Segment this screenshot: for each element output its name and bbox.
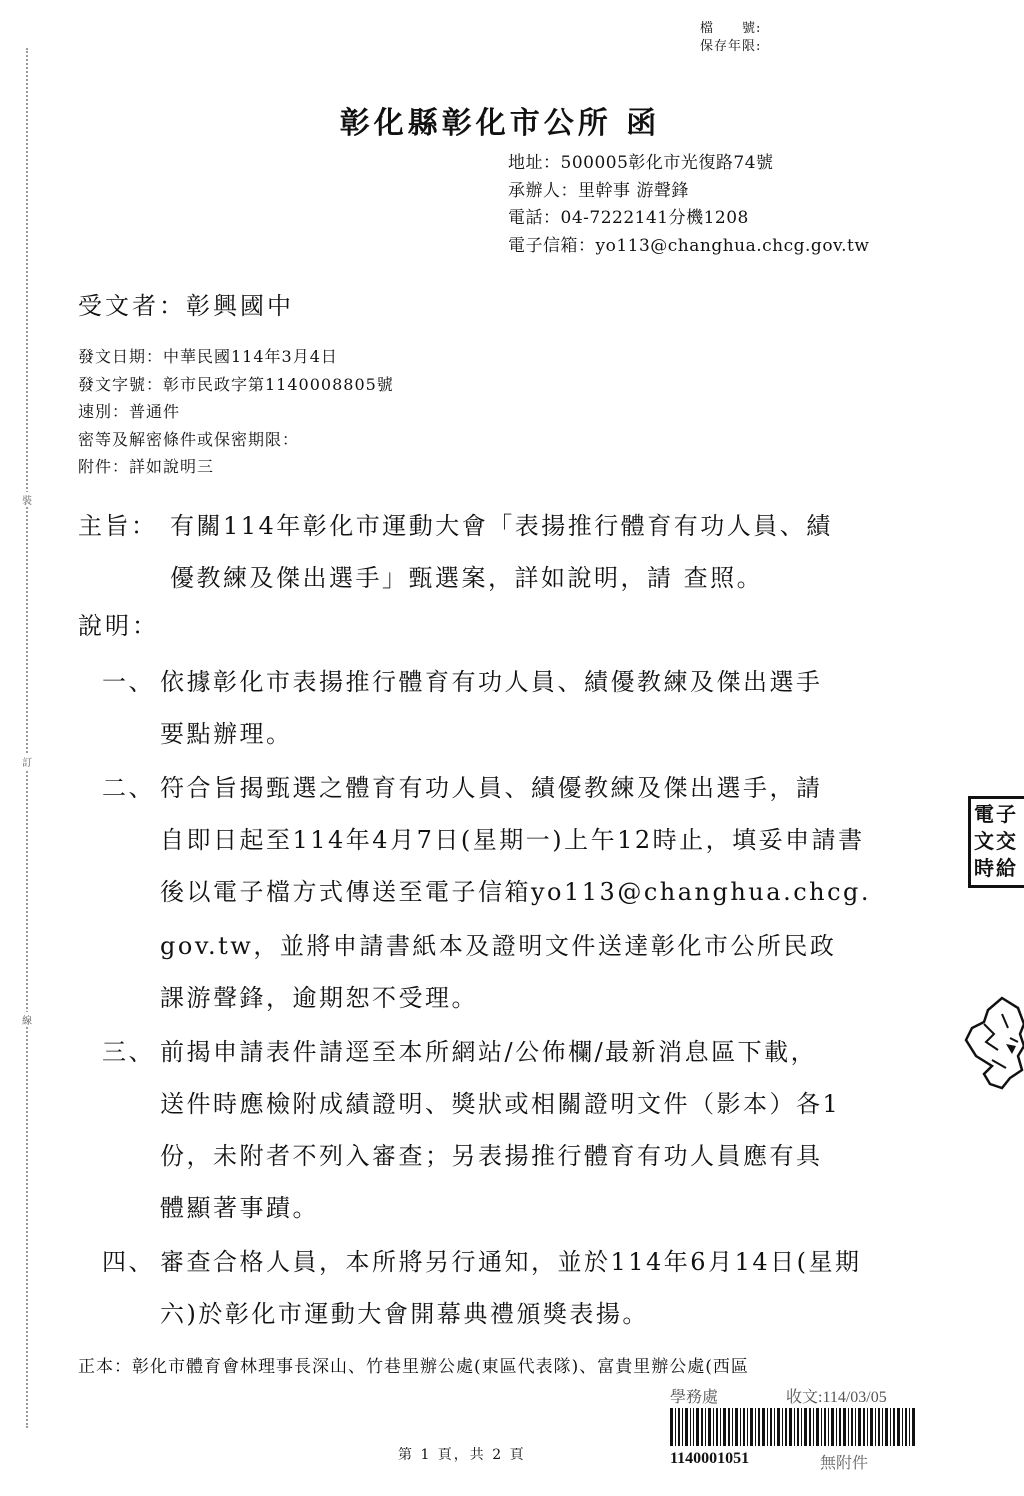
stamp-char: 文 bbox=[974, 829, 994, 853]
page-number: 第 1 頁，共 2 頁 bbox=[398, 1447, 526, 1463]
stamp-char: 給 bbox=[996, 856, 1016, 880]
receipt-doc-number: 1140001051 bbox=[670, 1450, 750, 1467]
item-line: 體顯著事蹟。 bbox=[160, 1194, 319, 1222]
subject-line: 有關114年彰化市運動大會「表揚推行體育有功人員、績 bbox=[170, 512, 833, 540]
address: 地址：500005彰化市光復路74號 bbox=[508, 153, 774, 173]
delivery-speed: 速別：普通件 bbox=[78, 402, 181, 421]
description-label: 說明： bbox=[78, 612, 159, 640]
secrecy-level: 密等及解密條件或保密期限： bbox=[78, 429, 300, 449]
binding-mark-ding: 訂 bbox=[20, 754, 34, 769]
item-line: 份，未附者不列入審查；另表揚推行體育有功人員應有具 bbox=[160, 1142, 823, 1170]
item-line: 課游聲鋒，逾期恕不受理。 bbox=[160, 984, 478, 1012]
binding-mark-xian: 線 bbox=[20, 1012, 34, 1027]
item-line: 審查合格人員，本所將另行通知，並於114年6月14日(星期 bbox=[160, 1248, 862, 1276]
issue-date: 發文日期：中華民國114年3月4日 bbox=[78, 347, 338, 366]
recipient: 受文者：彰興國中 bbox=[78, 292, 294, 320]
receipt-date: 收文:114/03/05 bbox=[786, 1389, 887, 1406]
item-line: 送件時應檢附成績證明、獎狀或相關證明文件（影本）各1 bbox=[160, 1090, 841, 1118]
item-marker: 二、 bbox=[102, 774, 155, 802]
file-number-label: 檔 號: bbox=[700, 21, 762, 36]
item-line: 自即日起至114年4月7日(星期一)上午12時止，填妥申請書 bbox=[160, 826, 865, 854]
email: 電子信箱：yo113@changhua.chcg.gov.tw bbox=[508, 235, 870, 256]
binding-mark-zhuang: 裝 bbox=[20, 492, 34, 507]
item-line: 六)於彰化市運動大會開幕典禮頒獎表揚。 bbox=[160, 1300, 649, 1328]
electronic-document-stamp bbox=[968, 796, 1024, 888]
stamp-char: 交 bbox=[996, 829, 1016, 853]
officer: 承辦人：里幹事 游聲鋒 bbox=[508, 180, 689, 201]
item-line: 要點辦理。 bbox=[160, 720, 293, 748]
item-line: 後以電子檔方式傳送至電子信箱yo113@changhua.chcg. bbox=[160, 878, 872, 906]
item-marker: 三、 bbox=[102, 1038, 155, 1066]
attachment-note: 附件：詳如說明三 bbox=[78, 457, 215, 476]
retention-period-label: 保存年限: bbox=[700, 39, 762, 54]
subject-line: 優教練及傑出選手」甄選案，詳如說明，請 查照。 bbox=[170, 564, 764, 592]
item-marker: 四、 bbox=[102, 1248, 155, 1276]
receipt-office: 學務處 bbox=[670, 1389, 719, 1406]
item-line: gov.tw，並將申請書紙本及證明文件送達彰化市公所民政 bbox=[160, 932, 837, 960]
item-line: 符合旨揭甄選之體育有功人員、績優教練及傑出選手，請 bbox=[160, 774, 823, 802]
item-line: 依據彰化市表揚推行體育有功人員、績優教練及傑出選手 bbox=[160, 668, 823, 696]
item-line: 前揭申請表件請逕至本所網站/公佈欄/最新消息區下載， bbox=[160, 1038, 818, 1066]
binding-line bbox=[26, 48, 28, 1428]
cc-line: 正本：彰化市體育會林理事長深山、竹巷里辦公處(東區代表隊)、富貴里辦公處(西區 bbox=[78, 1357, 749, 1377]
receipt-no-attachment: 無附件 bbox=[820, 1455, 869, 1472]
contact-block bbox=[508, 150, 869, 260]
meta-block bbox=[78, 343, 394, 481]
document-title: 彰化縣彰化市公所 函 bbox=[339, 106, 661, 141]
seal-stamp-icon bbox=[962, 994, 1024, 1090]
barcode-icon bbox=[668, 1408, 916, 1446]
item-marker: 一、 bbox=[102, 668, 155, 696]
phone: 電話：04-7222141分機1208 bbox=[508, 208, 749, 228]
stamp-char: 時 bbox=[974, 856, 994, 880]
receipt-stamp bbox=[668, 1384, 918, 1484]
stamp-char: 電 bbox=[974, 802, 994, 826]
stamp-char: 子 bbox=[996, 802, 1016, 826]
document-number: 發文字號：彰市民政字第1140008805號 bbox=[78, 374, 394, 394]
subject-label: 主旨： bbox=[78, 512, 158, 540]
file-info bbox=[700, 20, 761, 56]
